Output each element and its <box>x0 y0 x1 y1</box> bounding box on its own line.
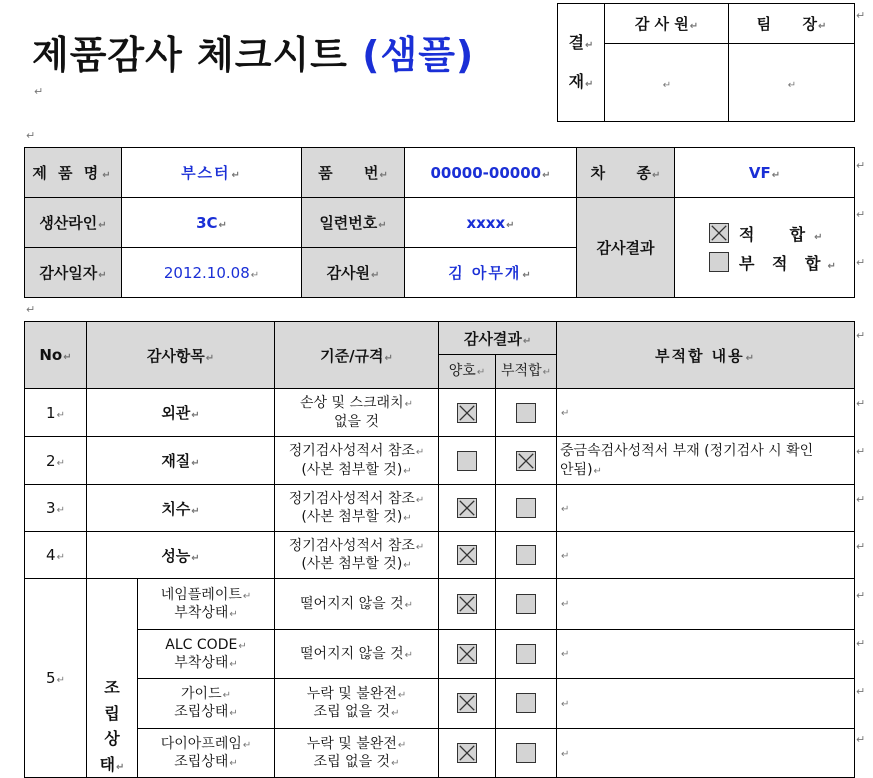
row-ng-cell <box>496 728 557 778</box>
paragraph-mark: ↵ <box>856 493 866 506</box>
result-fail-label: 부 적 합 ↵ <box>739 251 842 274</box>
row-ng-detail[interactable] <box>557 629 855 679</box>
line-value[interactable]: 3C ↵ <box>122 198 302 248</box>
row-ng-checkbox[interactable] <box>516 545 536 565</box>
row-ng-cell <box>496 579 557 630</box>
row-item: 성능 ↵ <box>87 532 275 579</box>
checklist-table <box>24 321 855 778</box>
subrow-item-line1: 다이아프레임 ↵ <box>138 735 274 753</box>
table-row <box>25 728 855 778</box>
title-sample: (샘플) <box>362 33 475 77</box>
row-no: 1 ↵ <box>25 389 87 437</box>
table-row <box>25 437 855 485</box>
signature-auditor[interactable] <box>605 44 729 122</box>
approval-table <box>557 3 855 122</box>
row-standard <box>275 389 439 437</box>
row-standard-line1: 정기검사성적서 참조 ↵ <box>275 490 438 508</box>
product-name-value[interactable]: 부스터 ↵ <box>122 148 302 198</box>
table-row <box>25 679 855 729</box>
subrow-item-line2: 부착상태 ↵ <box>138 654 274 672</box>
approval-label-bottom: 재 ↵ <box>558 63 604 101</box>
row-ng-checkbox[interactable] <box>516 451 536 471</box>
subrow-item-line2: 조립상태 ↵ <box>138 753 274 771</box>
approval-header-auditor: 감 사 원 ↵ <box>605 4 729 44</box>
signature-manager[interactable] <box>729 44 855 122</box>
row-ng-cell <box>496 389 557 437</box>
header-ng-detail: 부적합 내용 ↵ <box>557 322 855 389</box>
row-standard-line2: (사본 첨부할 것) ↵ <box>275 461 438 479</box>
paragraph-mark: ↵ <box>856 208 866 221</box>
paragraph-mark: ↵ <box>856 445 866 458</box>
car-type-value[interactable]: VF ↵ <box>675 148 855 198</box>
row-item: 외관 ↵ <box>87 389 275 437</box>
row-ng-detail[interactable] <box>557 579 855 630</box>
row-ok-cell <box>439 532 496 579</box>
table-row <box>25 389 855 437</box>
row-ng-cell <box>496 437 557 485</box>
row-ok-checkbox[interactable] <box>457 644 477 664</box>
product-name-label: 제 품 명 ↵ <box>25 148 122 198</box>
paragraph-mark: ↵ <box>856 159 866 172</box>
part-no-value[interactable]: 00000-00000 ↵ <box>405 148 577 198</box>
subrow-standard: 떨어지지 않을 것 ↵ <box>275 579 439 630</box>
row-ng-checkbox[interactable] <box>516 498 536 518</box>
row-ng-checkbox[interactable] <box>516 594 536 614</box>
result-fail-checkbox[interactable] <box>709 252 729 272</box>
row-ng-detail-line2: 안됨) ↵ <box>560 461 854 480</box>
approval-label <box>558 4 605 122</box>
row-standard-line2: (사본 첨부할 것) ↵ <box>275 555 438 573</box>
row-ok-cell <box>439 728 496 778</box>
row-ok-checkbox[interactable] <box>457 498 477 518</box>
header-ng: 부적합 ↵ <box>496 355 557 389</box>
paragraph-mark: ↵ <box>856 685 866 698</box>
subrow-standard <box>275 728 439 778</box>
table-row <box>25 532 855 579</box>
header-item: 감사항목 ↵ <box>87 322 275 389</box>
page-title <box>32 24 474 79</box>
row-ng-cell <box>496 532 557 579</box>
row-ng-detail[interactable] <box>557 728 855 778</box>
paragraph-mark: ↵ <box>856 9 866 22</box>
row-standard-line1: 손상 및 스크래치 ↵ <box>275 394 438 412</box>
row-ok-cell <box>439 579 496 630</box>
subrow-standard-line2: 조립 없을 것 ↵ <box>275 703 438 721</box>
row-standard-line1: 정기검사성적서 참조 ↵ <box>275 537 438 555</box>
group-label-char: 태 ↵ <box>87 752 137 778</box>
subrow-standard-line1: 누락 및 불완전 ↵ <box>275 685 438 703</box>
table-row <box>25 629 855 679</box>
subrow-item-line1: 네임플레이트 ↵ <box>138 586 274 604</box>
result-pass-label: 적 합 ↵ <box>739 222 830 245</box>
row-standard <box>275 437 439 485</box>
auditor-label: 감사원 ↵ <box>302 248 405 298</box>
paragraph-mark: ↵ <box>856 733 866 746</box>
row-ng-cell <box>496 485 557 532</box>
subrow-item <box>138 679 275 729</box>
subrow-item-line2: 조립상태 ↵ <box>138 703 274 721</box>
row-ng-detail[interactable] <box>557 485 855 532</box>
row-standard-line2: 없을 것 <box>334 413 380 430</box>
row-ng-detail-line1: 중금속검사성적서 부재 (정기검사 시 확인 <box>560 442 814 459</box>
title-main: 제품감사 체크시트 <box>32 33 348 77</box>
row-no: 2 ↵ <box>25 437 87 485</box>
row-item: 재질 ↵ <box>87 437 275 485</box>
group-label-char: 조 <box>104 678 120 697</box>
subrow-standard <box>275 679 439 729</box>
subrow-item <box>138 629 275 679</box>
row-ok-checkbox[interactable] <box>457 451 477 471</box>
row-standard <box>275 485 439 532</box>
row-item: 치수 ↵ <box>87 485 275 532</box>
paragraph-mark: ↵ <box>856 637 866 650</box>
subrow-item <box>138 728 275 778</box>
row-ng-checkbox[interactable] <box>516 743 536 763</box>
date-label: 감사일자 ↵ <box>25 248 122 298</box>
paragraph-mark: ↵ <box>856 589 866 602</box>
result-label: 감사결과 <box>577 198 675 298</box>
row-standard <box>275 532 439 579</box>
row-ng-cell <box>496 679 557 729</box>
row-standard-line1: 정기검사성적서 참조 ↵ <box>275 442 438 460</box>
approval-label-top: 결 ↵ <box>558 24 604 62</box>
row-ok-checkbox[interactable] <box>457 594 477 614</box>
row-ng-detail[interactable] <box>557 532 855 579</box>
row-ng-checkbox[interactable] <box>516 403 536 423</box>
group-label <box>87 579 138 778</box>
serial-label: 일련번호 ↵ <box>302 198 405 248</box>
subrow-standard-line2: 조립 없을 것 ↵ <box>275 753 438 771</box>
row-ng-checkbox[interactable] <box>516 644 536 664</box>
subrow-standard: 떨어지지 않을 것 ↵ <box>275 629 439 679</box>
row-ok-checkbox[interactable] <box>457 403 477 423</box>
header-result: 감사결과 ↵ <box>439 322 557 355</box>
table-row <box>25 579 855 630</box>
row-ok-cell <box>439 679 496 729</box>
result-options <box>675 198 855 298</box>
row-ok-checkbox[interactable] <box>457 693 477 713</box>
paragraph-mark: ↵ <box>856 540 866 553</box>
paragraph-mark: ↵ <box>856 256 866 269</box>
paragraph-mark: ↵ <box>856 329 866 342</box>
row-ng-detail[interactable] <box>557 437 855 485</box>
part-no-label: 품 번 ↵ <box>302 148 405 198</box>
row-no: 4 ↵ <box>25 532 87 579</box>
row-no: 5 ↵ <box>25 579 87 778</box>
row-ng-checkbox[interactable] <box>516 693 536 713</box>
date-value[interactable]: 2012.10.08 ↵ <box>122 248 302 298</box>
header-standard: 기준/규격 ↵ <box>275 322 439 389</box>
auditor-value[interactable]: 김 아무개 ↵ <box>405 248 577 298</box>
paragraph-mark: ↵ <box>856 397 866 410</box>
row-ok-checkbox[interactable] <box>457 545 477 565</box>
row-ng-cell <box>496 629 557 679</box>
result-pass-checkbox[interactable] <box>709 223 729 243</box>
subrow-item <box>138 579 275 630</box>
subrow-item-line1: 가이드 ↵ <box>138 685 274 703</box>
result-fail-option[interactable] <box>709 251 854 274</box>
header-no: No ↵ <box>25 322 87 389</box>
paragraph-mark: ↵ <box>26 303 36 316</box>
header-ok: 양호 ↵ <box>439 355 496 389</box>
result-pass-option[interactable] <box>709 222 854 245</box>
row-standard-line2: (사본 첨부할 것) ↵ <box>275 508 438 526</box>
row-ok-cell <box>439 437 496 485</box>
row-ok-cell <box>439 389 496 437</box>
table-row <box>25 485 855 532</box>
row-ng-detail[interactable] <box>557 389 855 437</box>
row-ng-detail[interactable] <box>557 679 855 729</box>
paragraph-mark: ↵ <box>34 85 44 98</box>
info-table <box>24 147 855 298</box>
line-label: 생산라인 ↵ <box>25 198 122 248</box>
group-label-char: 상 <box>104 729 120 749</box>
subrow-item-line2: 부착상태 ↵ <box>138 604 274 622</box>
approval-header-manager: 팀 장 ↵ <box>729 4 855 44</box>
row-ok-cell <box>439 629 496 679</box>
car-type-label: 차 종 ↵ <box>577 148 675 198</box>
subrow-item-line1: ALC CODE ↵ <box>138 636 274 654</box>
paragraph-mark: ↵ <box>26 129 36 142</box>
serial-value[interactable]: xxxx ↵ <box>405 198 577 248</box>
subrow-standard-line1: 누락 및 불완전 ↵ <box>275 735 438 753</box>
row-ok-cell <box>439 485 496 532</box>
row-no: 3 ↵ <box>25 485 87 532</box>
row-ok-checkbox[interactable] <box>457 743 477 763</box>
group-label-char: 립 <box>104 703 120 723</box>
